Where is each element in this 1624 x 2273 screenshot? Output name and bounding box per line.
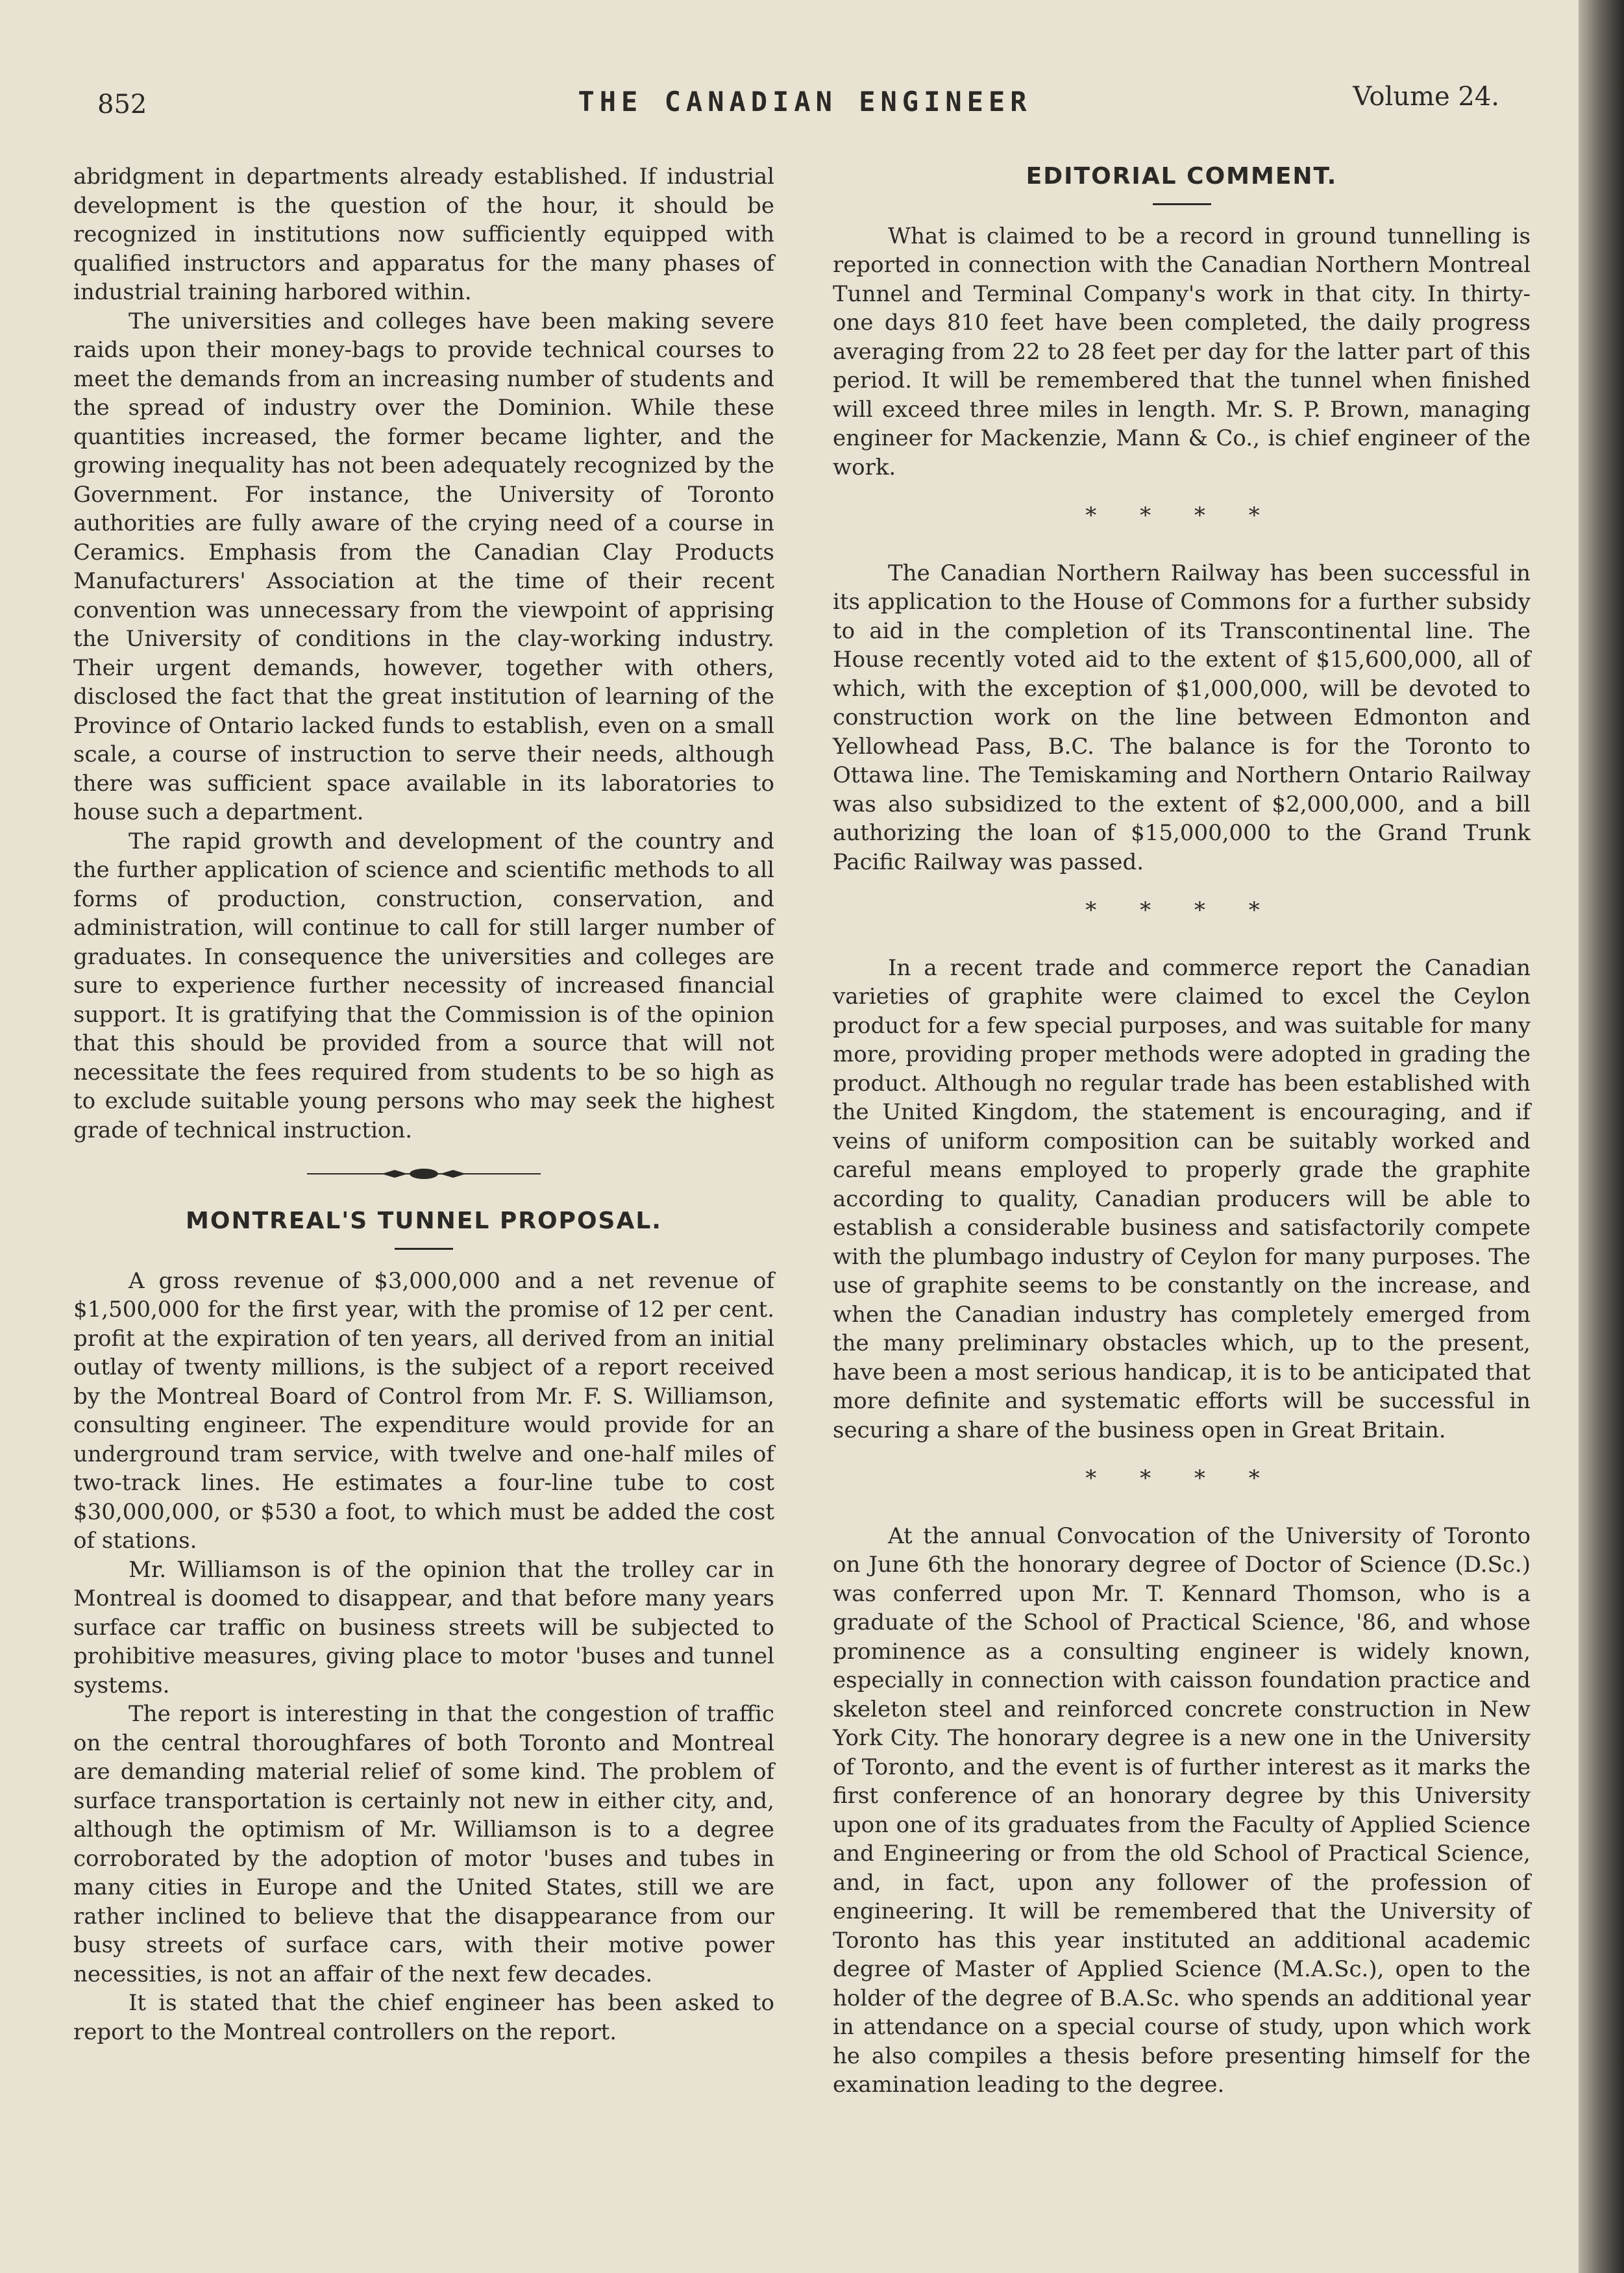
- paragraph: The rapid growth and development of the country and the further application of science and scientific methods to all forms of production, construction, conservation, and administration, will continue to call for still larger number of graduates. In consequence the universities and colleges are sure to experience further necessity of increased financial support. It is gratifying that the Commission is of the opinion that this should be provided from a source that will not necessitate the fees required from students to be so high as to exclude suitable young persons who may seek the highest grade of technical instruction.: [73, 828, 774, 1143]
- paragraph: Mr. Williamson is of the opinion that the trolley car in Montreal is doomed to disappear, and that before many years surface car traffic on business streets will be subjected to prohibitive measures, giving place to motor 'buses and tunnel systems.: [73, 1556, 774, 1698]
- section-title-editorial: EDITORIAL COMMENT.: [1026, 163, 1338, 190]
- title-underline: [395, 1248, 453, 1250]
- page-header: [97, 77, 1512, 129]
- paragraph: The report is interesting in that the congestion of traffic on the central thoroughfares of both Toronto and Montreal are demanding material relief of some kind. The problem of surface transportation is certainly not new in either city, and, although the optimism of Mr. Williamson is to a degree corroborated by the adoption of motor 'buses and tubes in many cities in Europe and the United States, still we are rather inclined to believe that the disappearance from our busy streets of surface cars, with their motive power necessities, is not an affair of the next few decades.: [73, 1701, 774, 1987]
- paragraph: It is stated that the chief engineer has been asked to report to the Montreal controllers on the report.: [73, 1990, 774, 2045]
- journal-title: THE CANADIAN ENGINEER: [578, 86, 1032, 118]
- page-edge-shadow: [1579, 0, 1624, 2273]
- paragraph: A gross revenue of $3,000,000 and a net revenue of $1,500,000 for the first year, with the promise of 12 per cent. profit at the expiration of ten years, all derived from an initial outlay of twenty millions, is the subject of a report received by the Montreal Board of Control from Mr. F. S. Williamson, consulting engineer. The expenditure would provide for an underground tram service, with twelve and one-half miles of two-track lines. He estimates a four-line tube to cost $30,000,000, or $530 a foot, to which must be added the cost of stations.: [73, 1267, 774, 1554]
- volume-label: Volume 24.: [1353, 82, 1499, 112]
- title-underline: [1153, 203, 1211, 205]
- paragraph: What is claimed to be a record in ground tunnelling is reported in connection with the Canadian Northern Montreal Tunnel and Terminal Company's work in that city. In thirty-one days 810 feet have been completed, the daily progress averaging from 22 to 28 feet per day for the latter part of this period. It will be remembered that the tunnel when finished will exceed three miles in length. Mr. S. P. Brown, managing engineer for Mackenzie, Mann & Co., is chief engineer of the work.: [833, 223, 1531, 480]
- stars-separator: * * * *: [1085, 1465, 1278, 1491]
- paragraph: abridgment in departments already established. If industrial development is the question of the hour, it should be recognized in institutions now sufficiently equipped with qualified instructors and apparatus for the many phases of industrial training harbored within.: [73, 164, 774, 305]
- paragraph: The universities and colleges have been making severe raids upon their money-bags to provide technical courses to meet the demands from an increasing number of students and the spread of industry over the Dominion. While these quantities increased, the former became lighter, and the growing inequality has not been adequately recognized by the Government. For instance, the University of Toronto authorities are fully aware of the crying need of a course in Ceramics. Emphasis from the Canadian Clay Products Manufacturers' Association at the time of their recent convention was unnecessary from the viewpoint of apprising the University of conditions in the clay-working industry. Their urgent demands, however, together with others, disclosed the fact that the great institution of learning of the Province of Ontario lacked funds to establish, even on a small scale, a course of instruction to serve their needs, although there was sufficient space available in its laboratories to house such a department.: [73, 308, 774, 825]
- left-column: [73, 162, 774, 2046]
- paragraph: At the annual Convocation of the University of Toronto on June 6th the honorary degree of Doctor of Science (D.Sc.) was conferred upon Mr. T. Kennard Thomson, who is a graduate of the School of Practical Science, '86, and whose prominence as a consulting engineer is widely known, especially in connection with caisson foundation practice and skeleton steel and reinforced concrete construction in New York City. The honorary degree is a new one in the University of Toronto, and the event is of further interest as it marks the first conference of an honorary degree by this University upon one of its graduates from the Faculty of Applied Science and Engineering or from the old School of Practical Science, and, in fact, upon any follower of the profession of engineering. It will be remembered that the University of Toronto has this year instituted an additional academic degree of Master of Applied Science (M.A.Sc.), open to the holder of the degree of B.A.Sc. who spends an additional year in attendance on a special course of study, upon which work he also compiles a thesis before presenting himself for the examination leading to the degree.: [833, 1522, 1531, 2098]
- section-title-tunnel: MONTREAL'S TUNNEL PROPOSAL.: [186, 1208, 662, 1234]
- paragraph: In a recent trade and commerce report the Canadian varieties of graphite were claimed to excel the Ceylon product for a few special purposes, and was suitable for many more, providing proper methods were adopted in grading the product. Although no regular trade has been established with the United Kingdom, the statement is encouraging, and if veins of uniform composition can be suitably worked and careful means employed to properly grade the graphite according to quality, Canadian producers will be able to establish a considerable business and satisfactorily compete with the plumbago industry of Ceylon for many purposes. The use of graphite seems to be constantly on the increase, and when the Canadian industry has completely emerged from the many preliminary obstacles which, up to the present, have been a most serious handicap, it is to be anticipated that more definite and systematic efforts will be successful in securing a share of the business open in Great Britain.: [833, 954, 1531, 1443]
- page-number: 852: [97, 90, 147, 119]
- ornament-divider: [307, 1167, 541, 1181]
- stars-separator: * * * *: [1085, 897, 1278, 923]
- stars-separator: * * * *: [1085, 503, 1278, 528]
- right-column: [833, 162, 1531, 2100]
- paragraph: The Canadian Northern Railway has been successful in its application to the House of Commons for a further subsidy to aid in the completion of its Transcontinental line. The House recently voted aid to the extent of $15,600,000, all of which, with the exception of $1,000,000, will be devoted to construction work on the line between Edmonton and Yellowhead Pass, B.C. The balance is for the Toronto to Ottawa line. The Temiskaming and Northern Ontario Railway was also subsidized to the extent of $2,000,000, and a bill authorizing the loan of $15,000,000 to the Grand Trunk Pacific Railway was passed.: [833, 560, 1531, 875]
